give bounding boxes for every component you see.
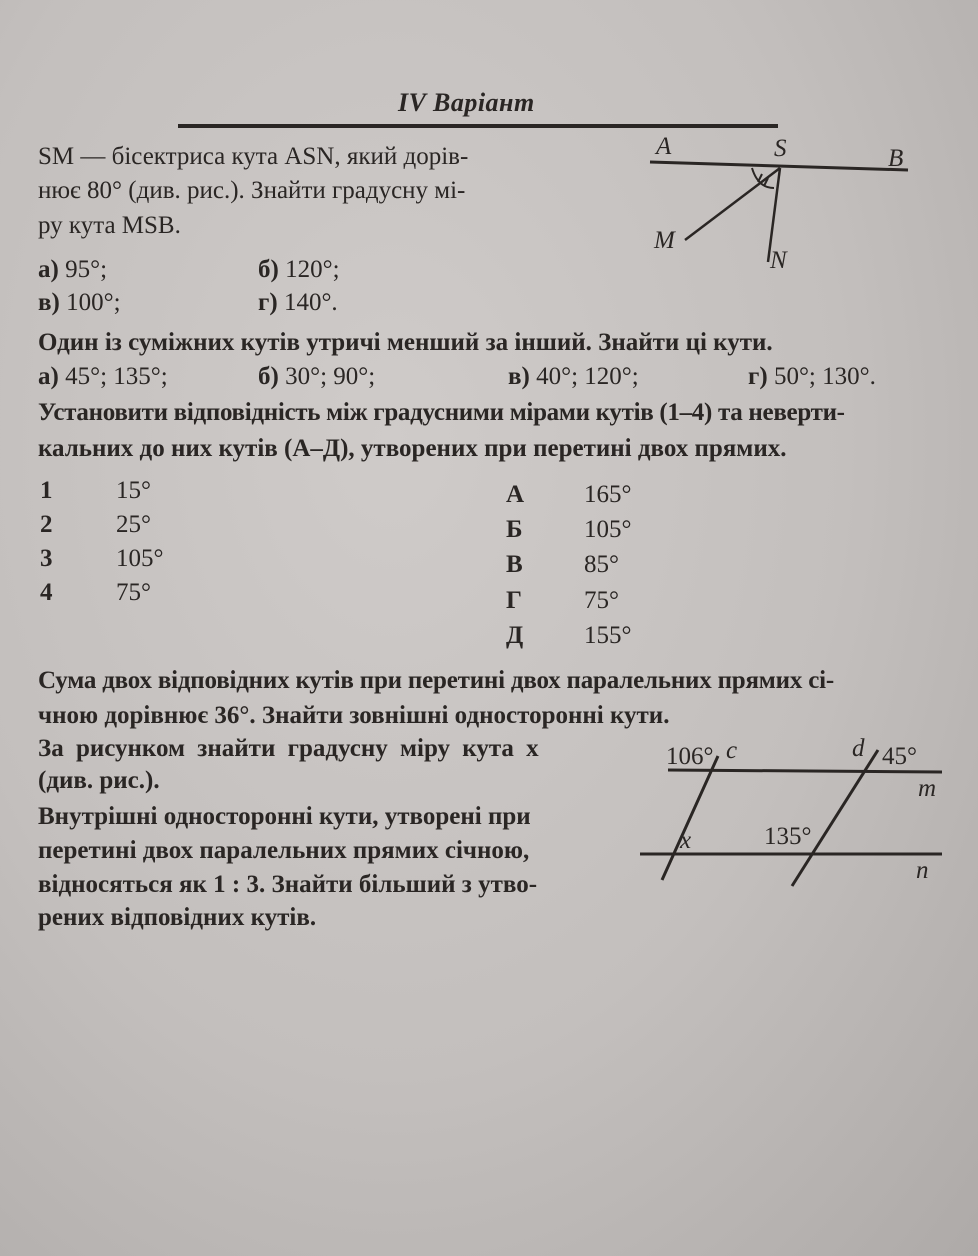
- label-x: x: [680, 827, 692, 854]
- match-left-val-3: 105°: [116, 545, 164, 572]
- task5-line-1: За рисунком знайти градусну міру кута x: [38, 735, 539, 762]
- label-m: m: [918, 775, 937, 802]
- task1-option-a: а) 95°;: [38, 256, 108, 283]
- match-right-letter-d: Д: [506, 622, 524, 649]
- match-left-val-2: 25°: [116, 511, 151, 538]
- match-right-val-a: 165°: [584, 481, 632, 508]
- transversal-c: [662, 756, 718, 880]
- ray-sm: [685, 168, 780, 240]
- match-right-val-g: 75°: [584, 587, 619, 614]
- task4-line-1: Сума двох відповідних кутів при перетині двох паралельних прямих сі-: [38, 667, 834, 694]
- match-left-val-4: 75°: [116, 579, 151, 606]
- task6-line-2: перетині двох паралельних прямих січною,: [38, 837, 530, 864]
- match-right-letter-b: Б: [506, 516, 523, 543]
- task1-line-1: SM — бісектриса кута ASN, який дорів-: [38, 143, 469, 170]
- task2-option-v: в) 40°; 120°;: [508, 363, 639, 390]
- label-d: d: [852, 735, 865, 762]
- label-n: n: [916, 857, 929, 884]
- task3-line-1: Установити відповідність між градусними мірами кутів (1–4) та неверти-: [38, 399, 845, 426]
- variant-title: IV Варіант: [398, 88, 535, 117]
- label-b: B: [888, 145, 904, 172]
- match-left-num-2: 2: [40, 511, 53, 538]
- task1-option-b: б) 120°;: [258, 256, 340, 283]
- match-left-num-3: 3: [40, 545, 53, 572]
- label-s: S: [774, 135, 787, 162]
- label-n: N: [770, 247, 787, 274]
- title-rule: [178, 124, 778, 128]
- label-m: M: [654, 227, 675, 254]
- label-45: 45°: [882, 743, 917, 770]
- task1-line-2: нює 80° (див. рис.). Знайти градусну мі-: [38, 177, 466, 204]
- match-right-letter-v: В: [506, 551, 523, 578]
- task4-line-2: чною дорівнює 36°. Знайти зовнішні односторонні кути.: [38, 702, 670, 729]
- label-c: c: [726, 737, 738, 764]
- task2-option-a: а) 45°; 135°;: [38, 363, 168, 390]
- match-right-letter-a: А: [506, 481, 525, 508]
- match-left-num-1: 1: [40, 477, 53, 504]
- task1-figure: [640, 130, 930, 280]
- label-135: 135°: [764, 823, 812, 850]
- match-right-val-d: 155°: [584, 622, 632, 649]
- task5-figure: [640, 730, 960, 890]
- task6-line-3: відносяться як 1 : 3. Знайти більший з утво-: [38, 871, 538, 898]
- match-right-val-b: 105°: [584, 516, 632, 543]
- task2-option-g: г) 50°; 130°.: [748, 363, 876, 390]
- match-left-val-1: 15°: [116, 477, 151, 504]
- task1-option-g: г) 140°.: [258, 289, 338, 316]
- task1-option-v: в) 100°;: [38, 289, 121, 316]
- task5-line-2: (див. рис.).: [38, 767, 160, 794]
- line-m: [668, 770, 942, 772]
- task3-line-2: кальних до них кутів (А–Д), утворених при перетині двох прямих.: [38, 435, 787, 462]
- match-left-num-4: 4: [40, 579, 53, 606]
- task6-line-1: Внутрішні односторонні кути, утворені при: [38, 803, 531, 830]
- task2-text: Один із суміжних кутів утричі менший за інший. Знайти ці кути.: [38, 329, 773, 356]
- label-a: A: [656, 133, 672, 160]
- label-106: 106°: [666, 743, 714, 770]
- task1-line-3: ру кута MSB.: [38, 212, 181, 239]
- match-right-val-v: 85°: [584, 551, 619, 578]
- task6-line-4: рених відповідних кутів.: [38, 904, 317, 931]
- angle-arc: [752, 168, 774, 188]
- match-right-letter-g: Г: [506, 587, 522, 614]
- task2-option-b: б) 30°; 90°;: [258, 363, 376, 390]
